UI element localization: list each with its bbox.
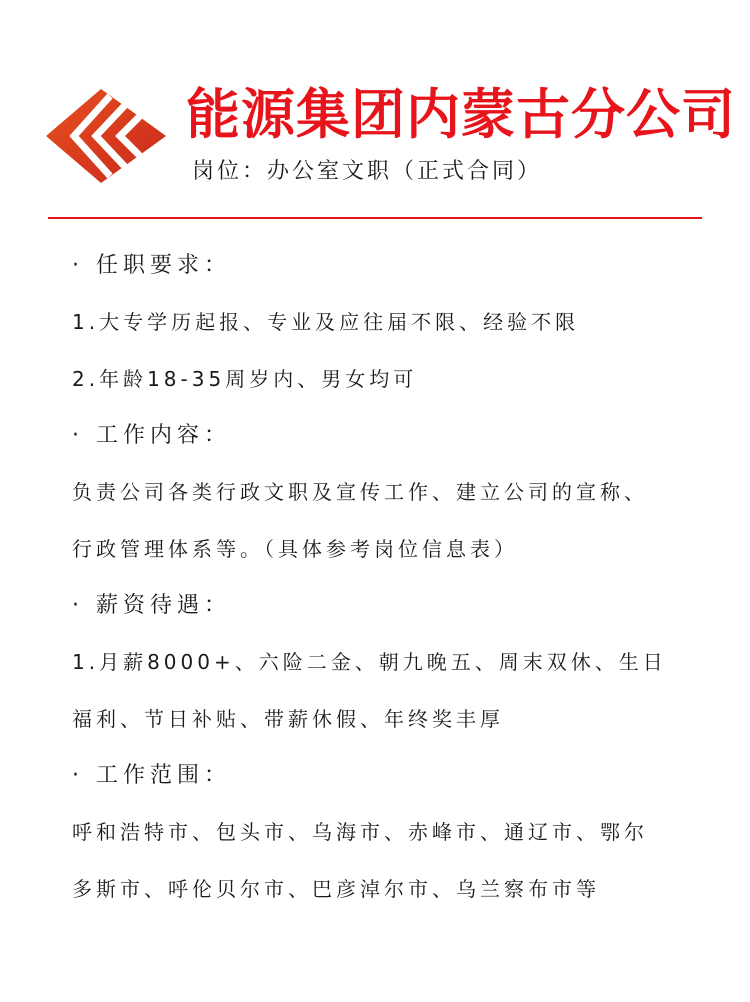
section-line: 行政管理体系等。（具体参考岗位信息表）: [72, 537, 518, 561]
position-title: 岗位：办公室文职（正式合同）: [192, 159, 543, 184]
section-duties: [72, 408, 692, 578]
section-line: 1.大专学历起报、专业及应往届不限、经验不限: [72, 310, 580, 334]
section-line: 多斯市、呼伦贝尔市、巴彦淖尔市、乌兰察布市等: [72, 877, 600, 901]
section-line: 呼和浩特市、包头市、乌海市、赤峰市、通辽市、鄂尔: [72, 820, 648, 844]
section-line: 2.年龄18-35周岁内、男女均可: [72, 367, 418, 391]
section-salary: [72, 578, 692, 748]
section-locations: [72, 748, 692, 918]
header: [0, 0, 750, 222]
company-name: 能源集团内蒙古分公司: [186, 82, 736, 146]
company-logo-icon: [46, 86, 176, 186]
section-line: 负责公司各类行政文职及宣传工作、建立公司的宣称、: [72, 480, 648, 504]
section-title: · 工作范围：: [72, 763, 231, 788]
section-title: · 工作内容：: [72, 423, 231, 448]
section-title: · 任职要求：: [72, 253, 231, 278]
section-title: · 薪资待遇：: [72, 593, 231, 618]
header-divider: [48, 217, 702, 219]
job-details: [72, 238, 692, 918]
section-line: 福利、节日补贴、带薪休假、年终奖丰厚: [72, 707, 504, 731]
section-line: 1.月薪8000+、六险二金、朝九晚五、周末双休、生日: [72, 650, 667, 674]
section-requirements: [72, 238, 692, 408]
